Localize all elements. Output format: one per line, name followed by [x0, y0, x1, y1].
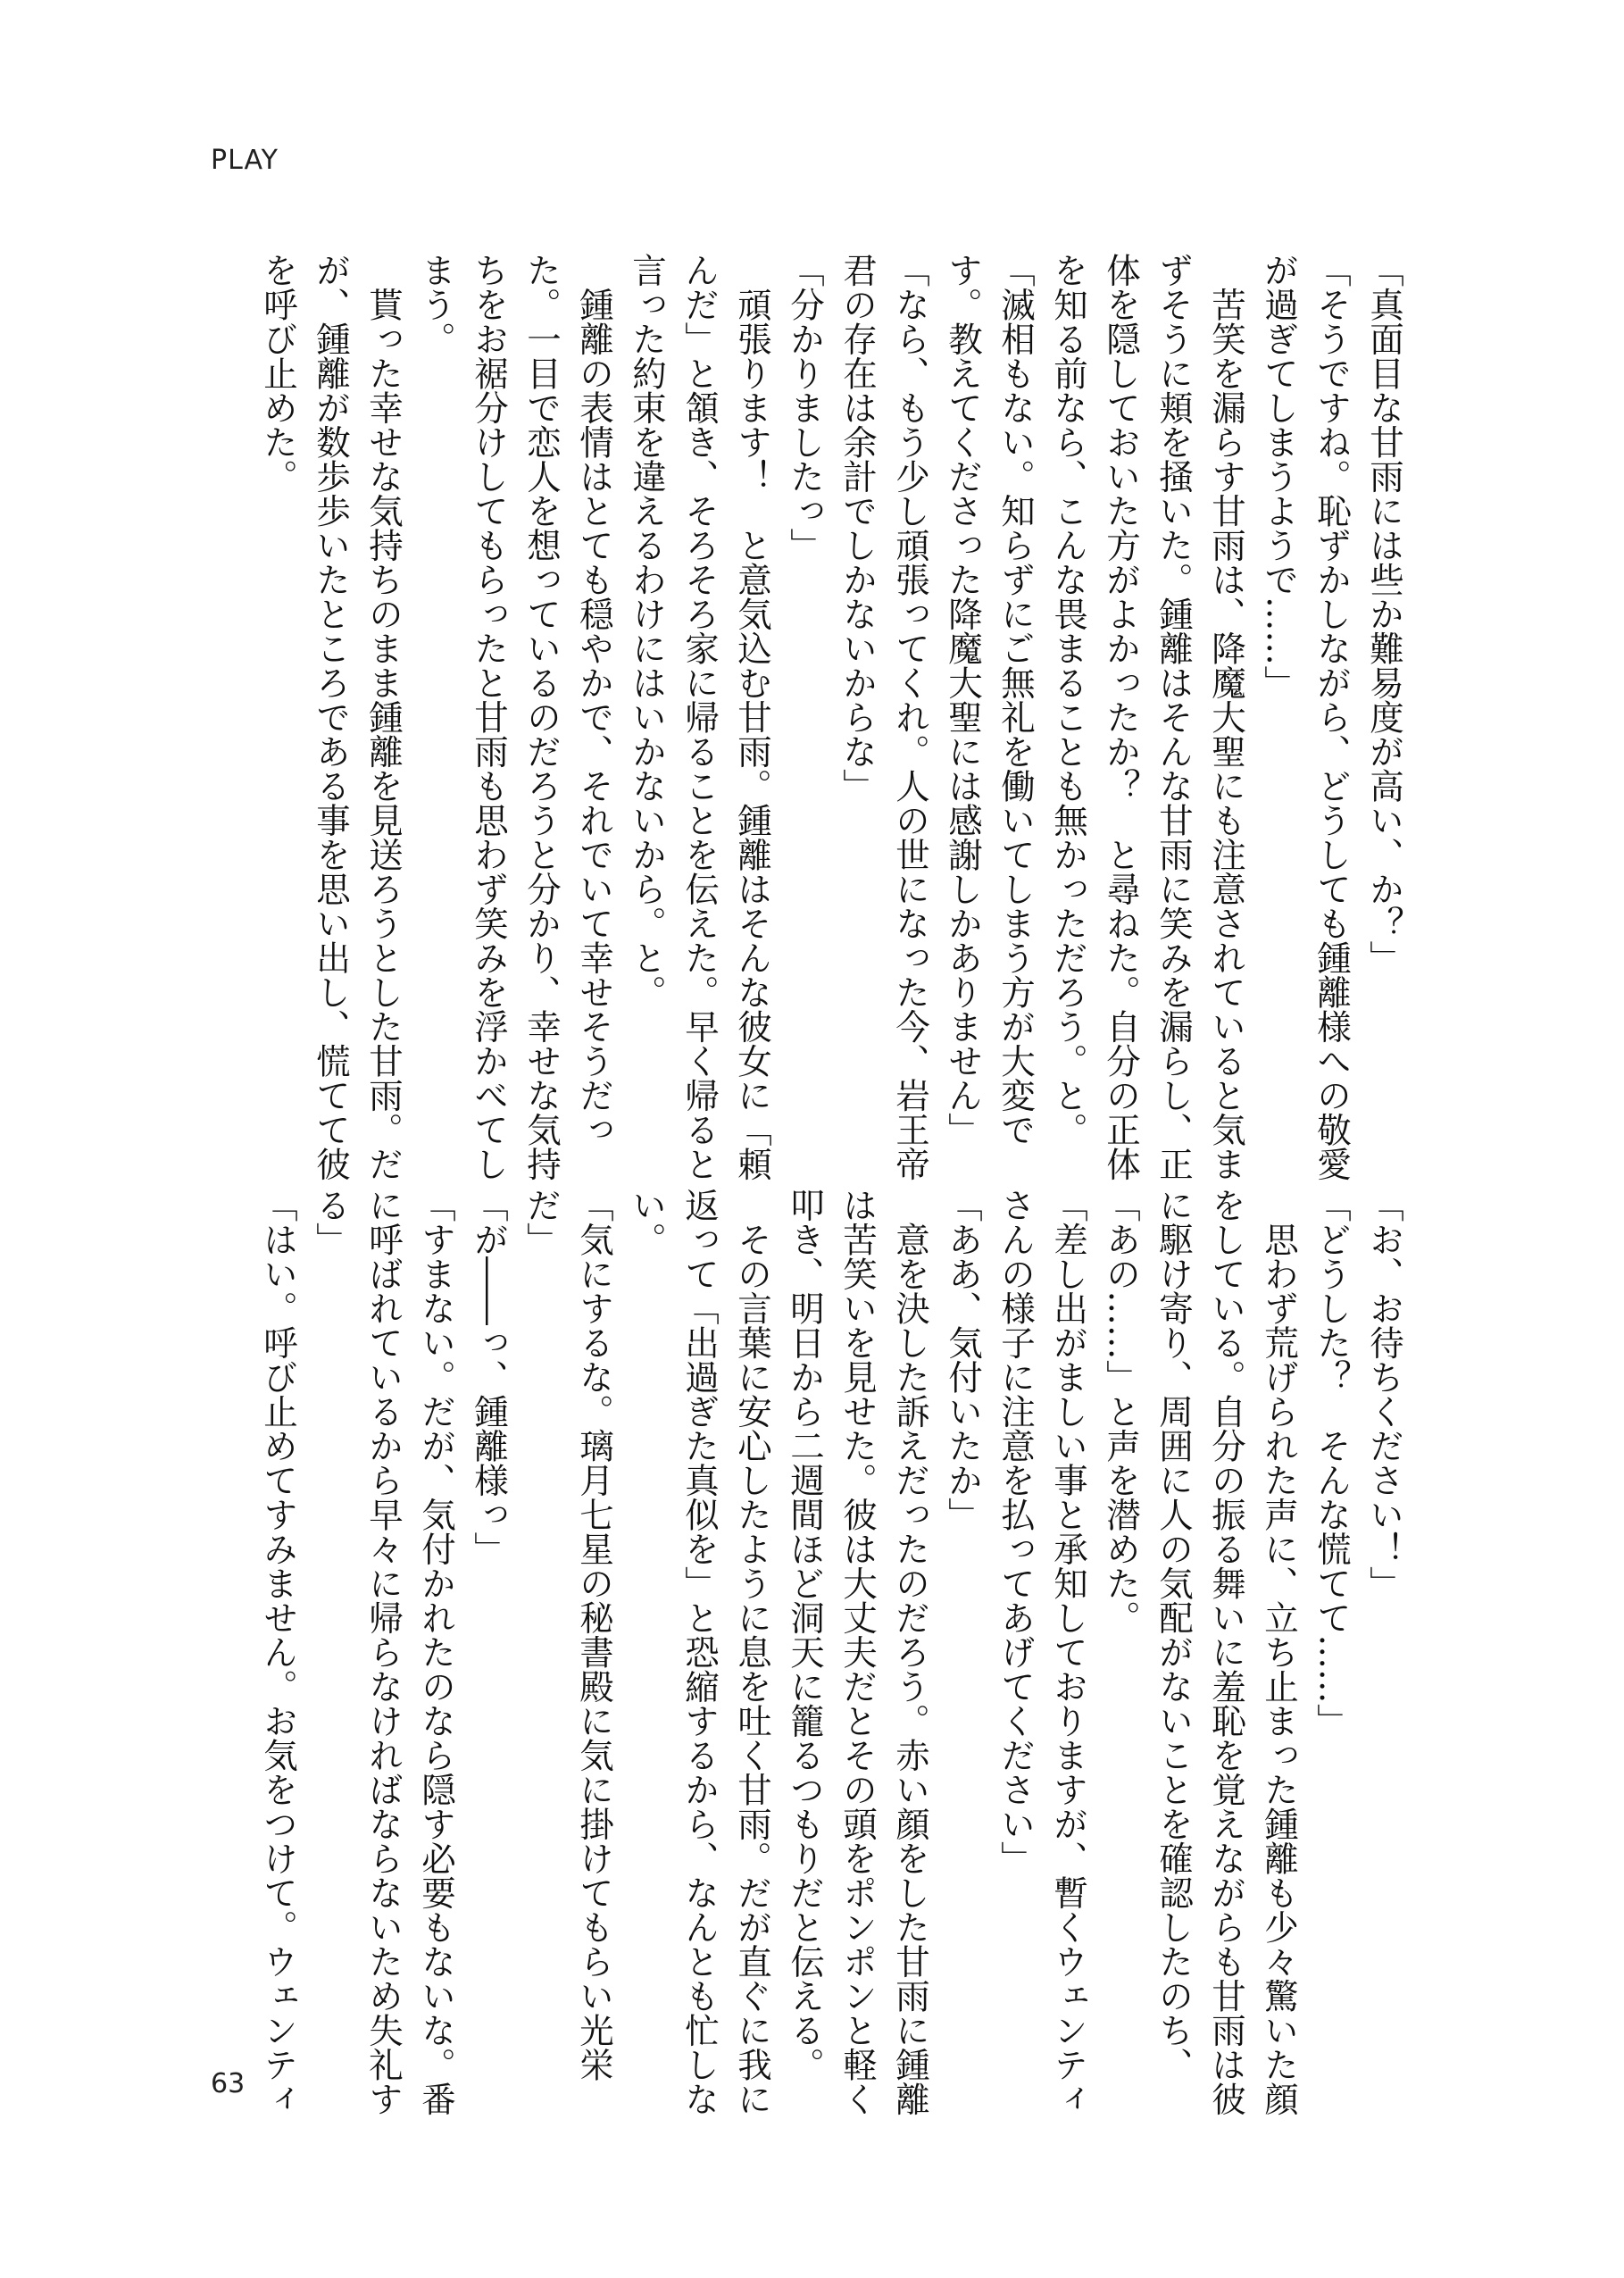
- text-line: に駆け寄り、周囲に人の気配がないことを確認したのち、: [1153, 1188, 1194, 2082]
- text-line: は苦笑いを見せた。彼は大丈夫だとその頭をポンポンと軽く: [837, 1188, 878, 2116]
- running-title: PLAY: [211, 145, 279, 176]
- text-line: す。教えてくださった降魔大聖には感謝しかありません」: [943, 253, 983, 1147]
- text-line: まう。: [416, 253, 456, 356]
- text-line: 「ああ、気付いたか」: [943, 1188, 983, 1531]
- text-line: 意を決した訴えだったのだろう。赤い顔をした甘雨に鍾離: [890, 1188, 930, 2116]
- text-line: 言った約束を違えるわけにはいかないから。と。: [627, 253, 667, 1009]
- text-line: た。一目で恋人を想っているのだろうと分かり、幸せな気持: [521, 253, 562, 1181]
- text-line: 「気にするな。璃月七星の秘書殿に気に掛けてもらい光栄: [574, 1188, 614, 2082]
- text-line: 体を隠しておいた方がよかったか？ と尋ねた。自分の正体: [1101, 253, 1141, 1181]
- text-line: 思わず荒げられた声に、立ち止まった鍾離も少々驚いた顔: [1259, 1188, 1299, 2116]
- text-line: ずそうに頬を掻いた。鍾離はそんな甘雨に笑みを漏らし、正: [1153, 253, 1194, 1181]
- page-number: 63: [211, 2068, 246, 2099]
- text-line: 君の存在は余計でしかないからな」: [837, 253, 878, 803]
- text-line: 「なら、もう少し頑張ってくれ。人の世になった今、岩王帝: [890, 253, 930, 1181]
- text-line: をしている。自分の振る舞いに羞恥を覚えながらも甘雨は彼: [1206, 1188, 1246, 2116]
- text-line: ちをお裾分けしてもらったと甘雨も思わず笑みを浮かべてし: [469, 253, 509, 1181]
- text-line: い。: [627, 1188, 667, 1256]
- text-line: 「どうした？ そんな慌てて……」: [1312, 1188, 1352, 1738]
- top-text-block: [214, 253, 1411, 1181]
- text-line: 「すまない。だが、気付かれたのなら隠す必要もないな。番: [416, 1188, 456, 2116]
- text-line: 「分かりましたっ」: [785, 253, 825, 563]
- text-line: さんの様子に注意を払ってあげてください」: [995, 1188, 1036, 1875]
- text-line: 苦笑を漏らす甘雨は、降魔大聖にも注意されていると気ま: [1206, 253, 1246, 1181]
- text-line: 頑張ります！ と意気込む甘雨。鍾離はそんな彼女に「頼: [732, 253, 772, 1181]
- text-line: 鍾離の表情はとても穏やかで、それでいて幸せそうだっ: [574, 253, 614, 1147]
- text-line: を呼び止めた。: [258, 253, 298, 494]
- text-line: 叩き、明日から二週間ほど洞天に籠るつもりだと伝える。: [785, 1188, 825, 2082]
- text-line: 「差し出がましい事と承知しておりますが、暫くウェンティ: [1048, 1188, 1088, 2116]
- text-line: 「お、お待ちください！」: [1364, 1188, 1404, 1600]
- text-line: を知る前なら、こんな畏まることも無かっただろう。と。: [1048, 253, 1088, 1147]
- text-line: 貰った幸せな気持ちのまま鍾離を見送ろうとした甘雨。だ: [363, 253, 404, 1181]
- text-line: だ」: [521, 1188, 562, 1256]
- text-line: に呼ばれているから早々に帰らなければならないため失礼す: [363, 1188, 404, 2116]
- text-line: 「真面目な甘雨には些か難易度が高い、か？」: [1364, 253, 1404, 975]
- text-line: 「はい。呼び止めてすみません。お気をつけて。ウェンティ: [258, 1188, 298, 2116]
- text-line: 「が――っ、鍾離様っ」: [469, 1188, 509, 1566]
- text-line: 「あの……」と声を潜めた。: [1101, 1188, 1141, 1635]
- text-line: 返って「出過ぎた真似を」と恐縮するから、なんとも忙しな: [679, 1188, 720, 2116]
- text-line: が過ぎてしまうようで……」: [1259, 253, 1299, 700]
- text-line: 「そうですね。恥ずかしながら、どうしても鍾離様への敬愛: [1312, 253, 1352, 1181]
- text-line: 「滅相もない。知らずにご無礼を働いてしまう方が大変で: [995, 253, 1036, 1147]
- text-line: が、鍾離が数歩歩いたところである事を思い出し、慌てて彼: [311, 253, 351, 1181]
- text-line: んだ」と頷き、そろそろ家に帰ることを伝えた。早く帰ると: [679, 253, 720, 1181]
- text-line: その言葉に安心したように息を吐く甘雨。だが直ぐに我に: [732, 1188, 772, 2116]
- text-line: る」: [311, 1188, 351, 1256]
